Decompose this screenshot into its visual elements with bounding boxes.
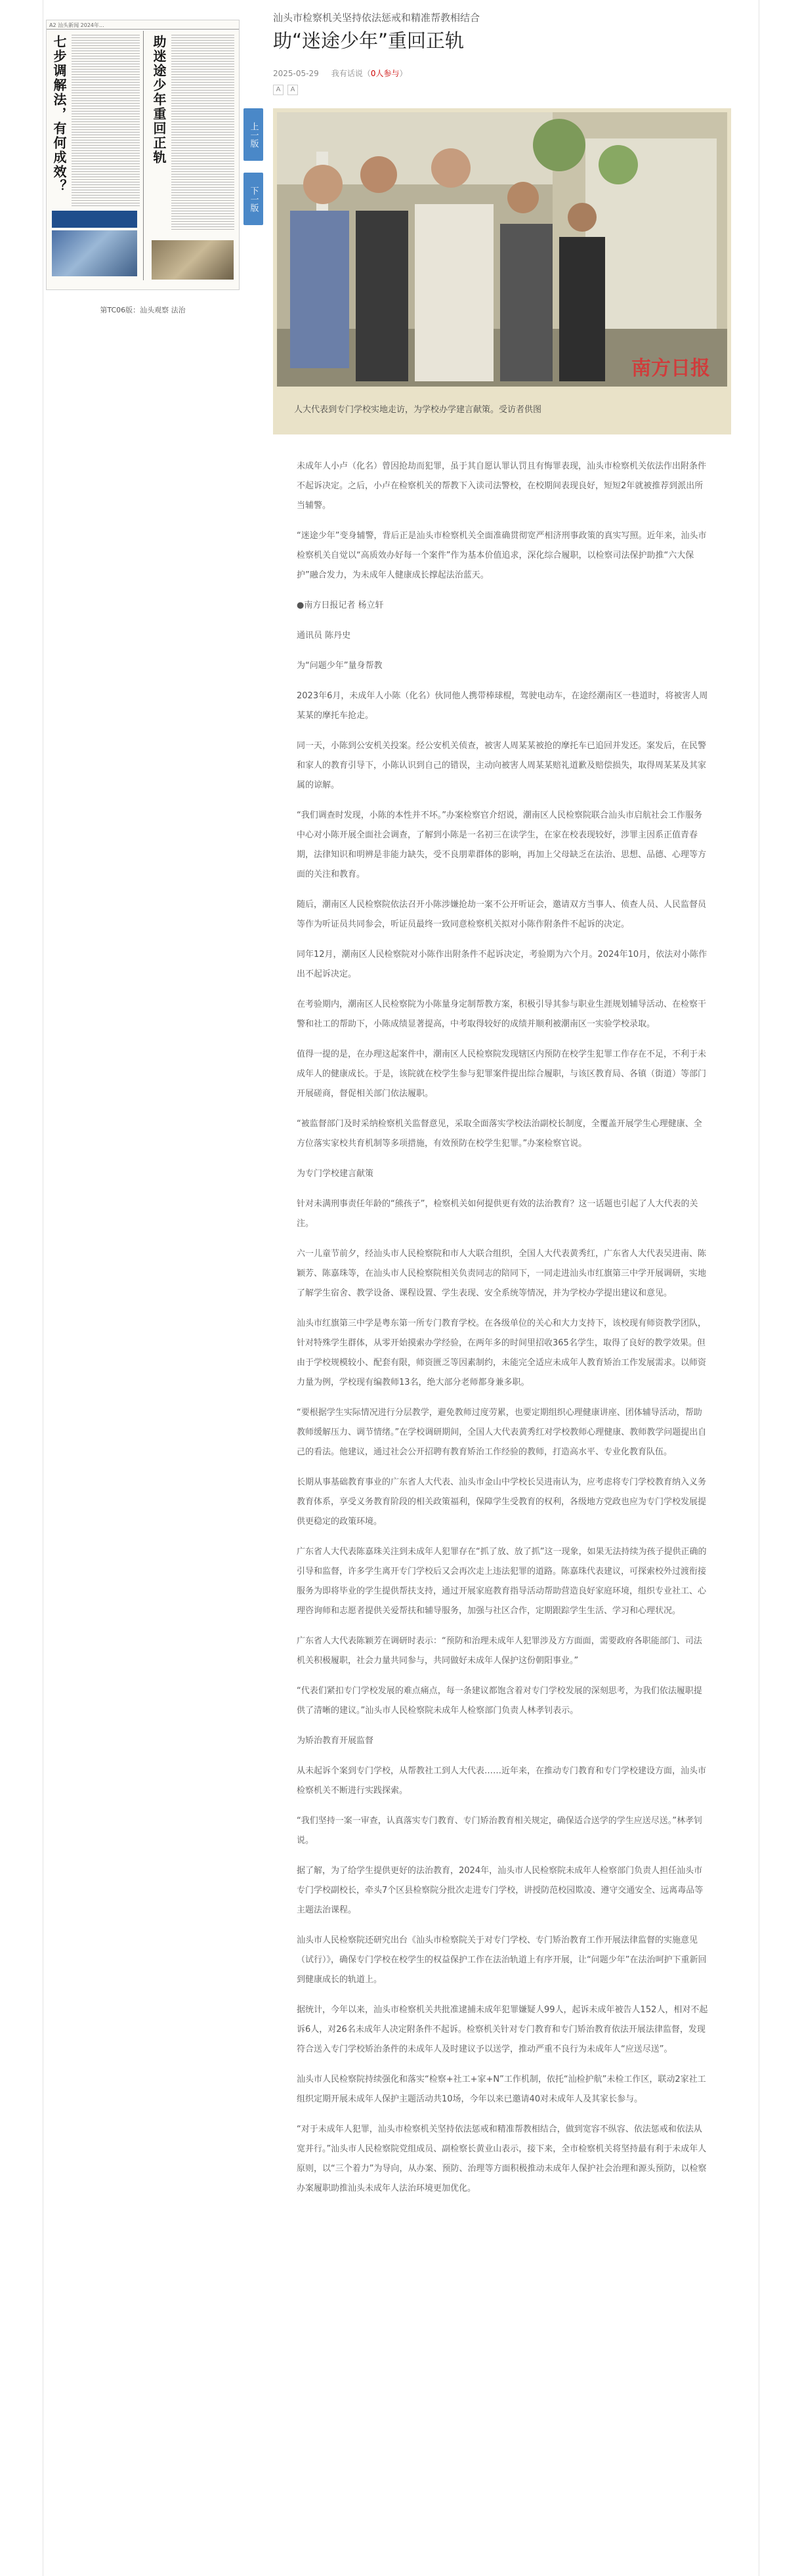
comment-link[interactable]	[331, 69, 408, 78]
article-paragraph: 为“问题少年”量身帮教	[297, 661, 383, 671]
article-paragraph: 汕头市人民检察院还研究出台《汕头市检察院关于对专门学校、专门矫治教育工作开展法律监督的实施意见（试行）》，确保专门学校在校学生的权益保护工作在法治轨道上有序开展，让“问题少年”在法治呵护下重新回到健康成长的轨道上。	[297, 1935, 707, 1985]
article-paragraph: 长期从事基础教育事业的广东省人大代表、汕头市金山中学校长吴进南认为，应考虑将专门学校教育纳入义务教育体系，享受义务教育阶段的相关政策福利，保障学生受教育的权利，各级地方党政也应为专门学校发展提供更稳定的政策环境。	[297, 1477, 707, 1527]
next-page-label: 下一版	[248, 186, 259, 212]
comment-count: 0人参与	[370, 69, 400, 78]
next-page-button[interactable]	[243, 173, 263, 225]
article-paragraph: “被监督部门及时采纳检察机关监督意见，采取全面落实学校法治副校长制度，全覆盖开展学生心理健康、全方位落实家校共育机制等多项措施，有效预防在校学生犯罪。”办案检察官说。	[297, 1119, 702, 1149]
article-paragraph: 据了解，为了给学生提供更好的法治教育，2024年，汕头市人民检察院未成年人检察部门负责人担任汕头市专门学校副校长，牵头7个区县检察院分批次走进专门学校，讲授防范校园欺凌、遵守交通安全、远离毒品等主题法治课程。	[297, 1866, 704, 1915]
article-date: 2025-05-29	[273, 69, 319, 78]
article-paragraph: 2023年6月，未成年人小陈（化名）伙同他人携带棒球棍，驾驶电动车，在途经潮南区一巷道时，将被害人周某某的摩托车抢走。	[297, 691, 708, 721]
prev-page-label: 上一版	[248, 121, 259, 148]
page-nav	[243, 108, 263, 237]
newspaper-page-thumbnail[interactable]	[46, 20, 240, 290]
article-paragraph: 为矫治教育开展监督	[297, 1736, 374, 1746]
article-paragraph: 同年12月，潮南区人民检察院对小陈作出附条件不起诉决定，考验期为六个月。2024年10月，依法对小陈作出不起诉决定。	[297, 950, 707, 979]
comment-prefix: 我有话说（	[331, 69, 371, 78]
article-paragraph: 六一儿童节前夕，经汕头市人民检察院和市人大联合组织，全国人大代表黄秀红，广东省人大代表吴进南、陈颖芳、陈嘉珠等，在汕头市人民检察院相关负责同志的陪同下，一同走进汕头市红旗第三中学开展调研，实地了解学生宿舍、教学设备、课程设置、学生表现、安全系统等情况，并为学校办学提出建议和意见。	[297, 1249, 707, 1298]
article-paragraph: 广东省人大代表陈颖芳在调研时表示：“预防和治理未成年人犯罪涉及方方面面，需要政府各职能部门、司法机关积极履职，社会力量共同参与，共同做好未成年人保护这份朝阳事业。”	[297, 1636, 702, 1666]
photo-caption: 人大代表到专门学校实地走访，为学校办学建言献策。受访者供图	[294, 405, 542, 415]
article-meta	[273, 68, 408, 79]
thumbnail-banner	[52, 211, 137, 228]
article-paragraph: 从未起诉个案到专门学校，从帮教社工到人大代表……近年来，在推动专门教育和专门学校建设方面，汕头市检察机关不断进行实践探索。	[297, 1766, 707, 1796]
photo-watermark: 南方日报	[631, 357, 710, 380]
article-paragraph: 随后，潮南区人民检察院依法召开小陈涉嫌抢劫一案不公开听证会，邀请双方当事人、侦查人员、人民监督员等作为听证员共同参会，听证员最终一致同意检察机关拟对小陈作附条件不起诉的决定。	[297, 900, 707, 929]
article-photo	[277, 112, 727, 387]
article-paragraph: 据统计，今年以来，汕头市检察机关共批准逮捕未成年犯罪嫌疑人99人，起诉未成年被告人152人，相对不起诉6人，对26名未成年人决定附条件不起诉。检察机关针对专门教育和专门矫治教育依法开展法律监督，发现符合送入专门学校矫治条件的未成年人及时建议予以送学，推动严重不良行为未成年人“应送尽送”。	[297, 2005, 708, 2054]
article-paragraph: 在考验期内，潮南区人民检察院为小陈量身定制帮教方案，积极引导其参与职业生涯规划辅导活动、在检察干警和社工的帮助下，小陈成绩显著提高，中考取得较好的成绩并顺利被潮南区一实验学校录取。	[297, 1000, 707, 1029]
article-paragraph: “我们坚持一案一审查，认真落实专门教育、专门矫治教育相关规定，确保适合送学的学生应送尽送。”林孝钊说。	[297, 1816, 702, 1846]
thumbnail-column-divider	[143, 31, 144, 280]
font-larger-button[interactable]: A	[273, 85, 284, 95]
thumbnail-photo	[152, 240, 234, 280]
photo-illustration	[277, 112, 727, 387]
article-paragraph: 为专门学校建言献策	[297, 1169, 374, 1179]
thumbnail-text-block	[171, 35, 234, 232]
article-paragraph: “要根据学生实际情况进行分层教学，避免教师过度劳累，也要定期组织心理健康讲座、团体辅导活动，帮助教师缓解压力、调节情绪。”在学校调研期间，全国人大代表黄秀红对学校教师心理健康、教师教学问题提出自己的看法。他建议，通过社会公开招聘有教育矫治工作经验的教师，打造高水平、专业化教育队伍。	[297, 1408, 707, 1457]
prev-page-button[interactable]	[243, 108, 263, 161]
article-paragraph: “代表们紧扣专门学校发展的难点痛点，每一条建议都饱含着对专门学校发展的深刻思考，为我们依法履职提供了清晰的建议。”汕头市人民检察院未成年人检察部门负责人林孝钊表示。	[297, 1686, 702, 1716]
thumbnail-headline-right: 助迷途少年重回正轨	[151, 35, 167, 165]
edition-sidebar	[46, 20, 249, 315]
comment-suffix: ）	[399, 69, 408, 78]
article-paragraph: 同一天，小陈到公安机关投案。经公安机关侦查，被害人周某某被抢的摩托车已追回并发还。案发后，在民警和家人的教育引导下，小陈认识到自己的错误，主动向被害人周某某赔礼道歉及赔偿损失，取得周某某及其家属的谅解。	[297, 741, 707, 790]
article-paragraph: 针对未满刑事责任年龄的“熊孩子”，检察机关如何提供更有效的法治教育？这一话题也引起了人大代表的关注。	[297, 1199, 698, 1229]
article-paragraph: 汕头市红旗第三中学是粤东第一所专门教育学校。在各级单位的关心和大力支持下，该校现有师资教学团队，针对特殊学生群体，从零开始摸索办学经验，在两年多的时间里招收365名学生，取得了良好的教学效果。但由于学校规模较小、配套有限，师资匮乏等因素制约，未能完全适应未成年人教育矫治工作发展需求。以师资力量为例，学校现有编教师13名，绝大部分老师都身兼多职。	[297, 1319, 707, 1387]
article-paragraph: 广东省人大代表陈嘉珠关注到未成年人犯罪存在“抓了放、放了抓”这一现象，如果无法持续为孩子提供正确的引导和监督，许多学生离开专门学校后又会再次走上违法犯罪的道路。陈嘉珠代表建议，可探索校外过渡衔接服务为即将毕业的学生提供帮扶支持，通过开展家庭教育指导活动帮助营造良好家庭环境，组织专业社工、心理咨询师和志愿者提供关爱帮扶和辅导服务，加强与社区合作，定期跟踪学生生活、学习和心理状况。	[297, 1547, 707, 1616]
article-paragraph: “迷途少年”变身辅警，背后正是汕头市检察机关全面准确贯彻宽严相济刑事政策的真实写照。近年来，汕头市检察机关自觉以“高质效办好每一个案件”作为基本价值追求，深化综合履职，以检察司法保护助推“六大保护”融合发力，为未成年人健康成长撑起法治蓝天。	[297, 531, 707, 580]
thumbnail-text-block	[72, 35, 140, 207]
edition-caption[interactable]: 第TC06版：汕头观察 法治	[100, 306, 186, 314]
article-paragraph: “对于未成年人犯罪，汕头市检察机关坚持依法惩戒和精准帮教相结合，做到宽容不纵容、依法惩戒和依法从宽并行。”汕头市人民检察院党组成员、副检察长黄业山表示，接下来，全市检察机关将坚持最有利于未成年人原则，以“三个着力”为导向，从办案、预防、治理等方面积极推动未成年人保护社会治理和源头预防，以检察办案履职助推汕头未成年人法治环境更加优化。	[297, 2124, 707, 2193]
article-paragraph: 值得一提的是，在办理这起案件中，潮南区人民检察院发现辖区内预防在校学生犯罪工作存在不足，不利于未成年人的健康成长。于是，该院就在校学生参与犯罪案件提出综合履职，与该区教育局、各镇（街道）等部门开展磋商，督促相关部门依法履职。	[297, 1049, 707, 1099]
article-paragraph: 通讯员 陈丹史	[297, 631, 351, 641]
font-smaller-button[interactable]: A	[287, 85, 298, 95]
thumbnail-photo	[52, 230, 137, 276]
article-body	[297, 457, 710, 2209]
article-paragraph: “我们调查时发现，小陈的本性并不坏。”办案检察官介绍说，潮南区人民检察院联合汕头市启航社会工作服务中心对小陈开展全面社会调查，了解到小陈是一名初三在读学生，在家在校表现较好，涉罪主因系正值青春期，法律知识和明辨是非能力缺失，受不良朋辈群体的影响，再加上父母缺乏在法治、思想、品德、心理等方面的关注和教育。	[297, 811, 707, 879]
font-size-tools	[273, 84, 302, 95]
article-paragraph: 未成年人小卢（化名）曾因抢劫而犯罪，虽于其自愿认罪认罚且有悔罪表现，汕头市检察机关依法作出附条件不起诉决定。之后，小卢在检察机关的帮教下入读司法警校，在校期间表现良好，短短2年就被推荐到派出所当辅警。	[297, 461, 707, 511]
article-photo-box	[273, 108, 731, 434]
thumbnail-headline-left: 七步调解法，有何成效？	[51, 35, 67, 194]
article-kicker: 汕头市检察机关坚持依法惩戒和精准帮教相结合	[273, 12, 480, 24]
article-title: 助“迷途少年”重回正轨	[273, 30, 465, 52]
article-paragraph: ●南方日报记者 杨立轩	[297, 601, 384, 610]
article-paragraph: 汕头市人民检察院持续强化和落实“检察+社工+家+N”工作机制，依托“汕检护航”未检工作区，联动2家社工组织定期开展未成年人保护主题活动共10场，今年以来已邀请40对未成年人及其家长参与。	[297, 2075, 706, 2104]
thumbnail-masthead: A2 汕头新闻 2024年...	[47, 20, 239, 30]
